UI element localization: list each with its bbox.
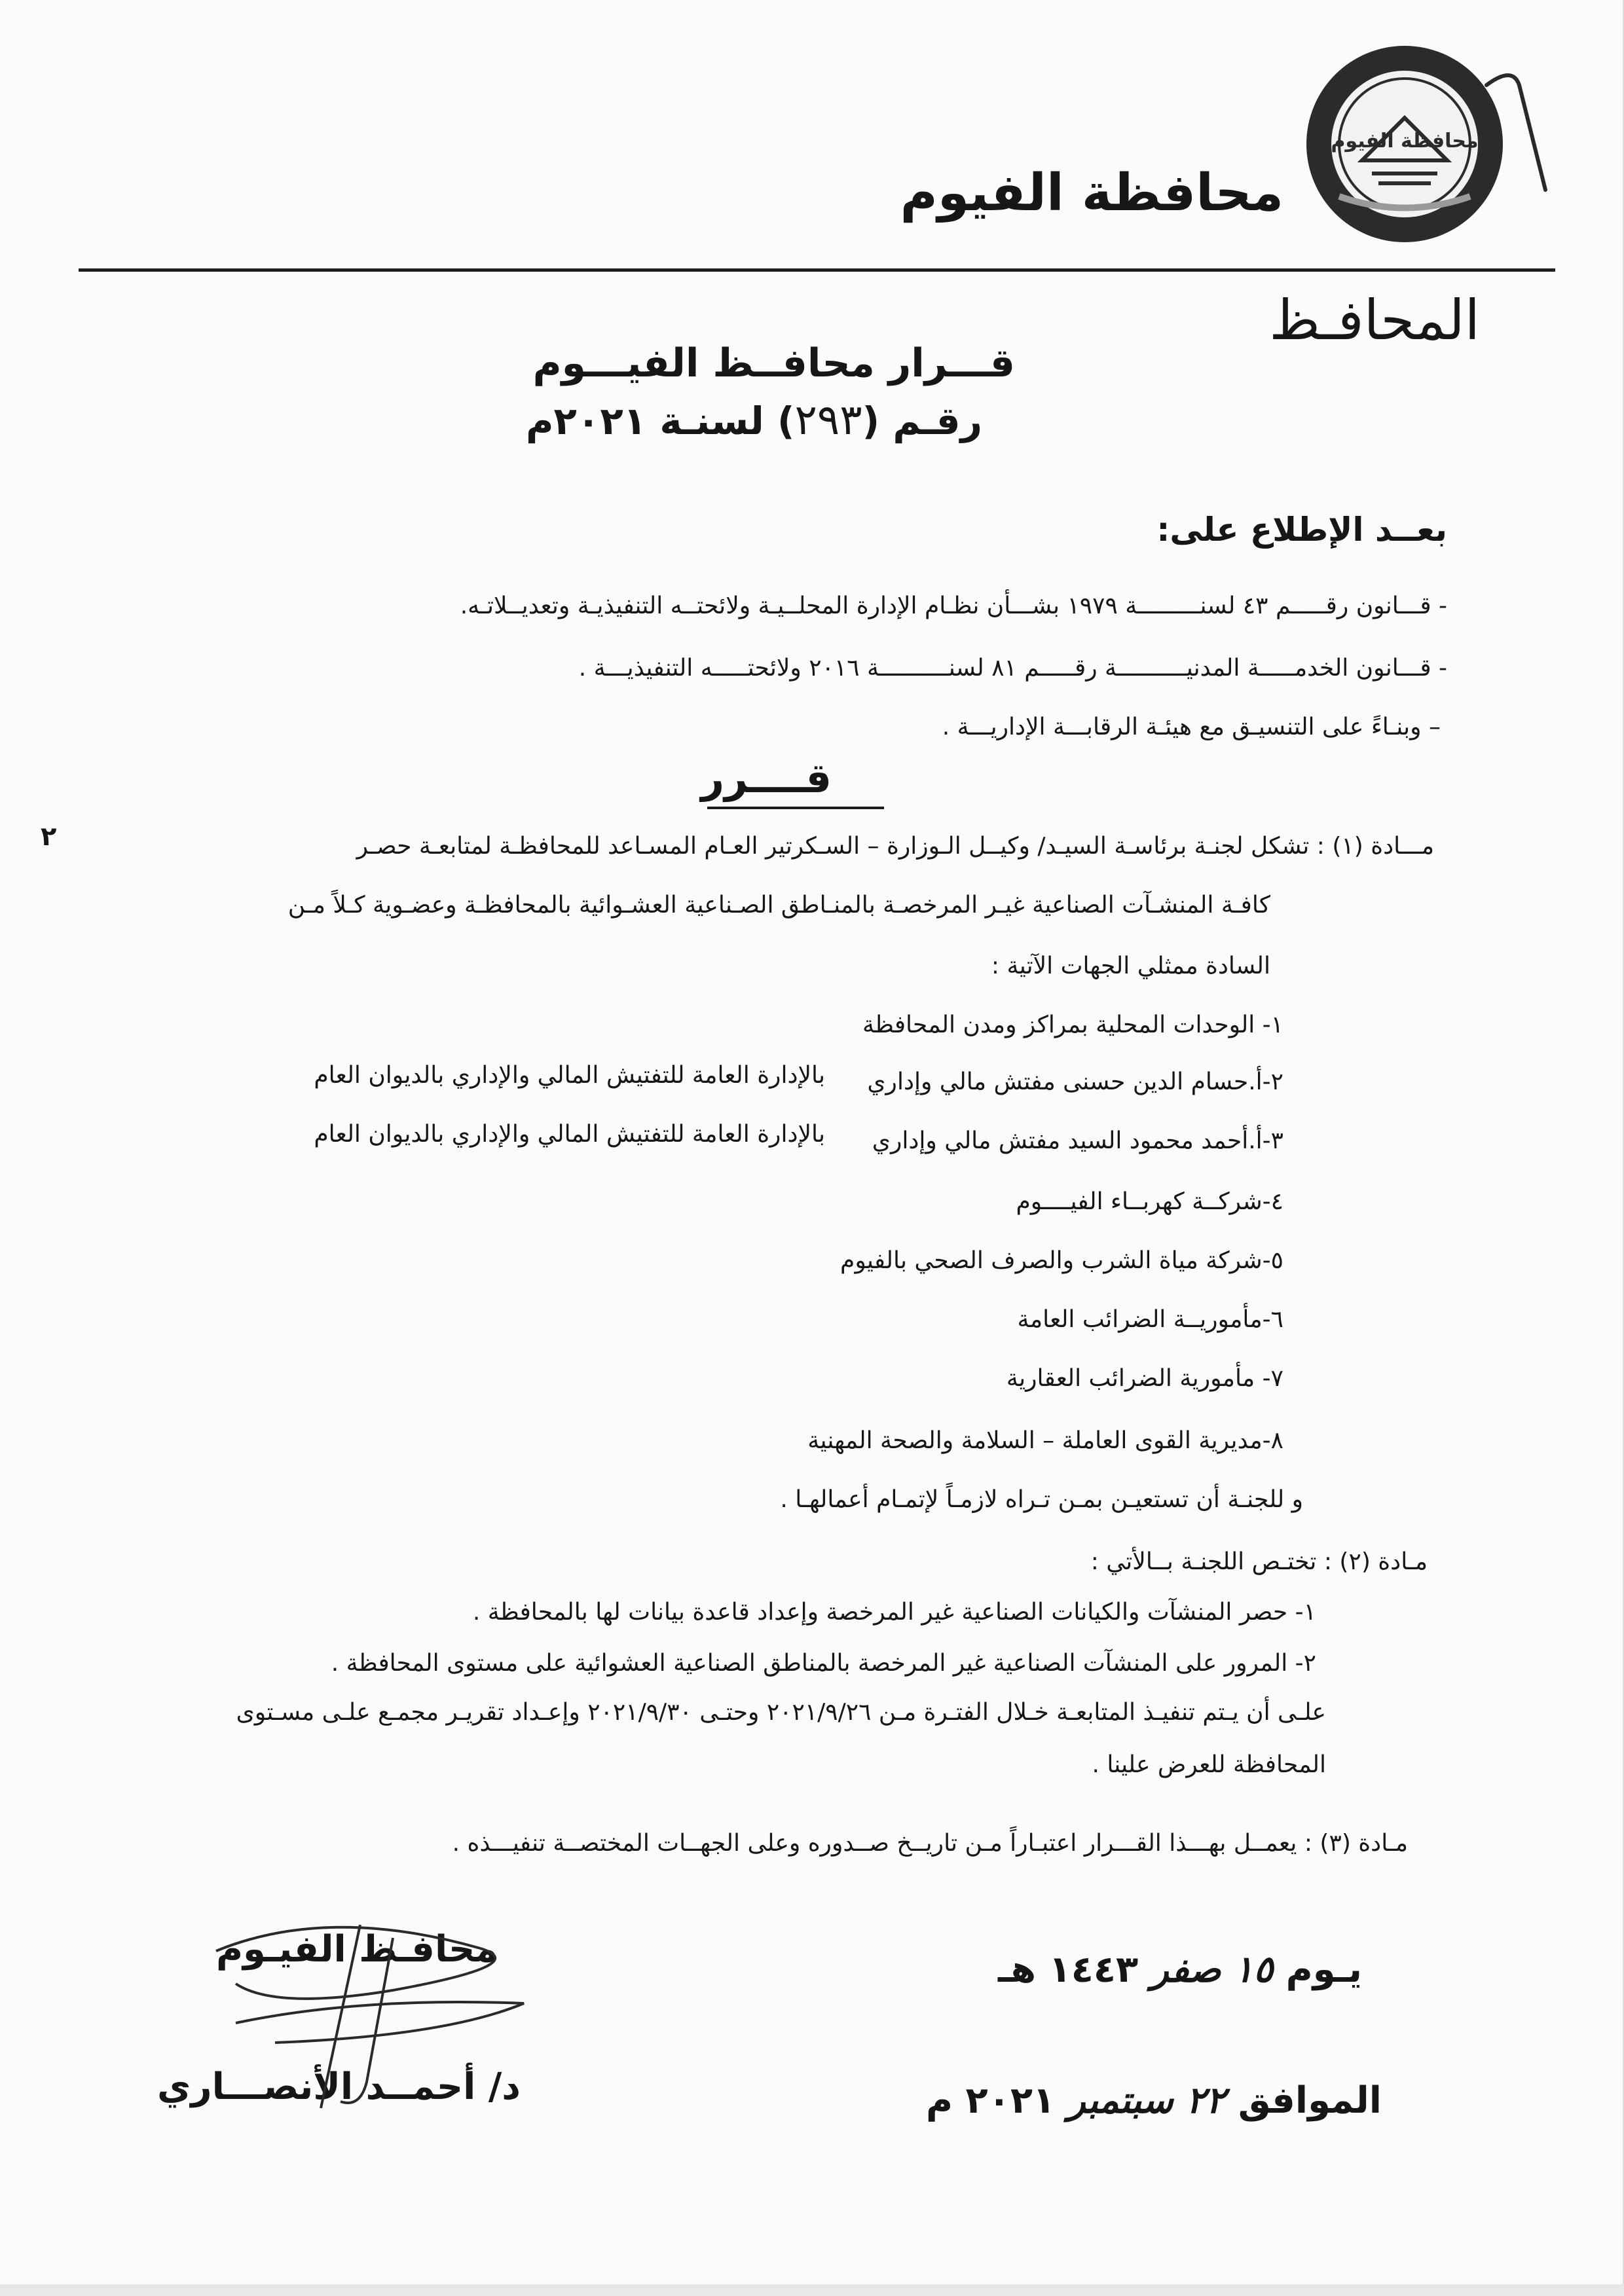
signatory-title: محافـظ الفيـوم	[216, 1928, 498, 1971]
signatory-name: د/ أحمــد الأنصـــاري	[157, 2066, 521, 2108]
greg-prefix: الموافق	[1238, 2079, 1382, 2122]
greg-handwritten: ٢٢ سبتمبر	[1067, 2079, 1226, 2122]
article2-note: المحافظة للعرض علينا .	[1092, 1751, 1326, 1778]
article1-line: كافـة المنشـآت الصناعية غيـر المرخصـة بالمنـاطق الصـناعية العشـوائية بالمحافظـة وعضـوية كـلاً مـن	[287, 892, 1270, 919]
corner-number-text: 1	[1555, 215, 1557, 217]
article2-note: علـى أن يـتم تنفيـذ المتابعـة خـلال الفتـرة مـن ٢٠٢١/٩/٢٦ وحتـى ٢٠٢١/٩/٣٠ وإعـداد تقريـر مجمـع علـى مسـتوى	[236, 1699, 1326, 1726]
member-item: ٢-أ.حسام الدين حسنى مفتش مالي وإداري	[867, 1068, 1283, 1095]
decree-title: قـــرار محافــظ الفيـــوم	[532, 340, 1015, 386]
handwritten-page-number	[1473, 59, 1572, 229]
scan-bottom-edge	[0, 2284, 1624, 2296]
member-item: ٤-شركــة كهربــاء الفيــــوم	[1016, 1188, 1283, 1215]
seal-text: محافظة الفيوم	[1331, 130, 1479, 153]
hijri-prefix: يـوم	[1285, 1948, 1362, 1991]
decree-number-handwritten: ٢٩٣	[794, 396, 862, 445]
handwritten-signature	[196, 1912, 563, 2121]
article1-closing: و للجنـة أن تستعيـن بمـن تـراه لازمـاً لإتمـام أعمالهـا .	[780, 1486, 1303, 1513]
decided-label: قــــرر	[701, 754, 832, 802]
decided-underline	[707, 807, 884, 809]
article2-item: ١- حصر المنشآت والكيانات الصناعية غير المرخصة وإعداد قاعدة بيانات لها بالمحافظة .	[472, 1599, 1316, 1626]
member-item: ٥-شركة مياة الشرب والصرف الصحي بالفيوم	[840, 1247, 1283, 1274]
member-note: بالإدارة العامة للتفتيش المالي والإداري بالديوان العام	[314, 1062, 825, 1089]
decree-number-prefix: رقـم (	[862, 399, 982, 443]
member-item: ٨-مديرية القوى العاملة – السلامة والصحة المهنية	[807, 1427, 1283, 1454]
preamble-item: - قـــانون الخدمـــــة المدنيــــــــــة رقـــــم ٨١ لسنــــــــــة ٢٠١٦ ولائحتـــــه التنفيذيـــة .	[578, 655, 1447, 682]
article1-line: مـــادة (١) : تشكل لجنـة برئاسـة السيـد/ وكيــل الـوزارة – السـكرتير العـام المسـاعد للمحافظـة لمتابعـة حصـر	[356, 833, 1434, 860]
article2-item: ٢- المرور على المنشآت الصناعية غير المرخصة بالمناطق الصناعية العشوائية على مستوى المحافظة .	[331, 1650, 1316, 1677]
preamble-heading: بعــد الإطلاع على:	[1156, 511, 1447, 549]
member-item: ١- الوحدات المحلية بمراكز ومدن المحافظة	[862, 1011, 1283, 1038]
decree-number	[526, 396, 982, 445]
hijri-handwritten: ١٥ صفر	[1151, 1948, 1274, 1991]
gregorian-date	[926, 2079, 1382, 2122]
margin-mark: ٢	[41, 822, 57, 852]
hijri-date	[998, 1948, 1362, 1991]
member-item: ٧- مأمورية الضرائب العقارية	[1006, 1365, 1283, 1392]
office-title: المحافـظ	[1269, 288, 1480, 352]
article2-heading: مـادة (٢) : تختـص اللجنـة بــالأتي :	[1090, 1548, 1428, 1575]
hijri-suffix: ١٤٤٣ هـ	[998, 1948, 1139, 1991]
article3-text: مـادة (٣) : يعمــل بهـــذا القـــرار اعتبـاراً مـن تاريــخ صــدوره وعلى الجهــات المختصــة تنفيـــذه .	[452, 1830, 1408, 1857]
preamble-item: - قـــانون رقـــــم ٤٣ لسنـــــــــة ١٩٧٩ بشـــأن نظـام الإدارة المحلــيـة ولائحتــه التنفيذيـة وتعديــلاتـه.	[460, 592, 1447, 619]
governorate-name: محافظة الفيوم	[900, 164, 1283, 223]
member-item: ٦-مأموريــة الضرائب العامة	[1017, 1306, 1283, 1333]
header-rule	[79, 268, 1555, 272]
preamble-item: – وبنـاءً على التنسيـق مع هيئـة الرقابـــة الإداريـــة .	[942, 714, 1441, 740]
article1-line: السادة ممثلي الجهات الآتية :	[991, 953, 1270, 979]
decree-number-suffix: ) لسنـة ٢٠٢١م	[526, 399, 795, 443]
member-note: بالإدارة العامة للتفتيش المالي والإداري بالديوان العام	[314, 1121, 825, 1148]
greg-suffix: ٢٠٢١ م	[925, 2079, 1056, 2122]
member-item: ٣-أ.أحمد محمود السيد مفتش مالي وإداري	[872, 1127, 1283, 1154]
